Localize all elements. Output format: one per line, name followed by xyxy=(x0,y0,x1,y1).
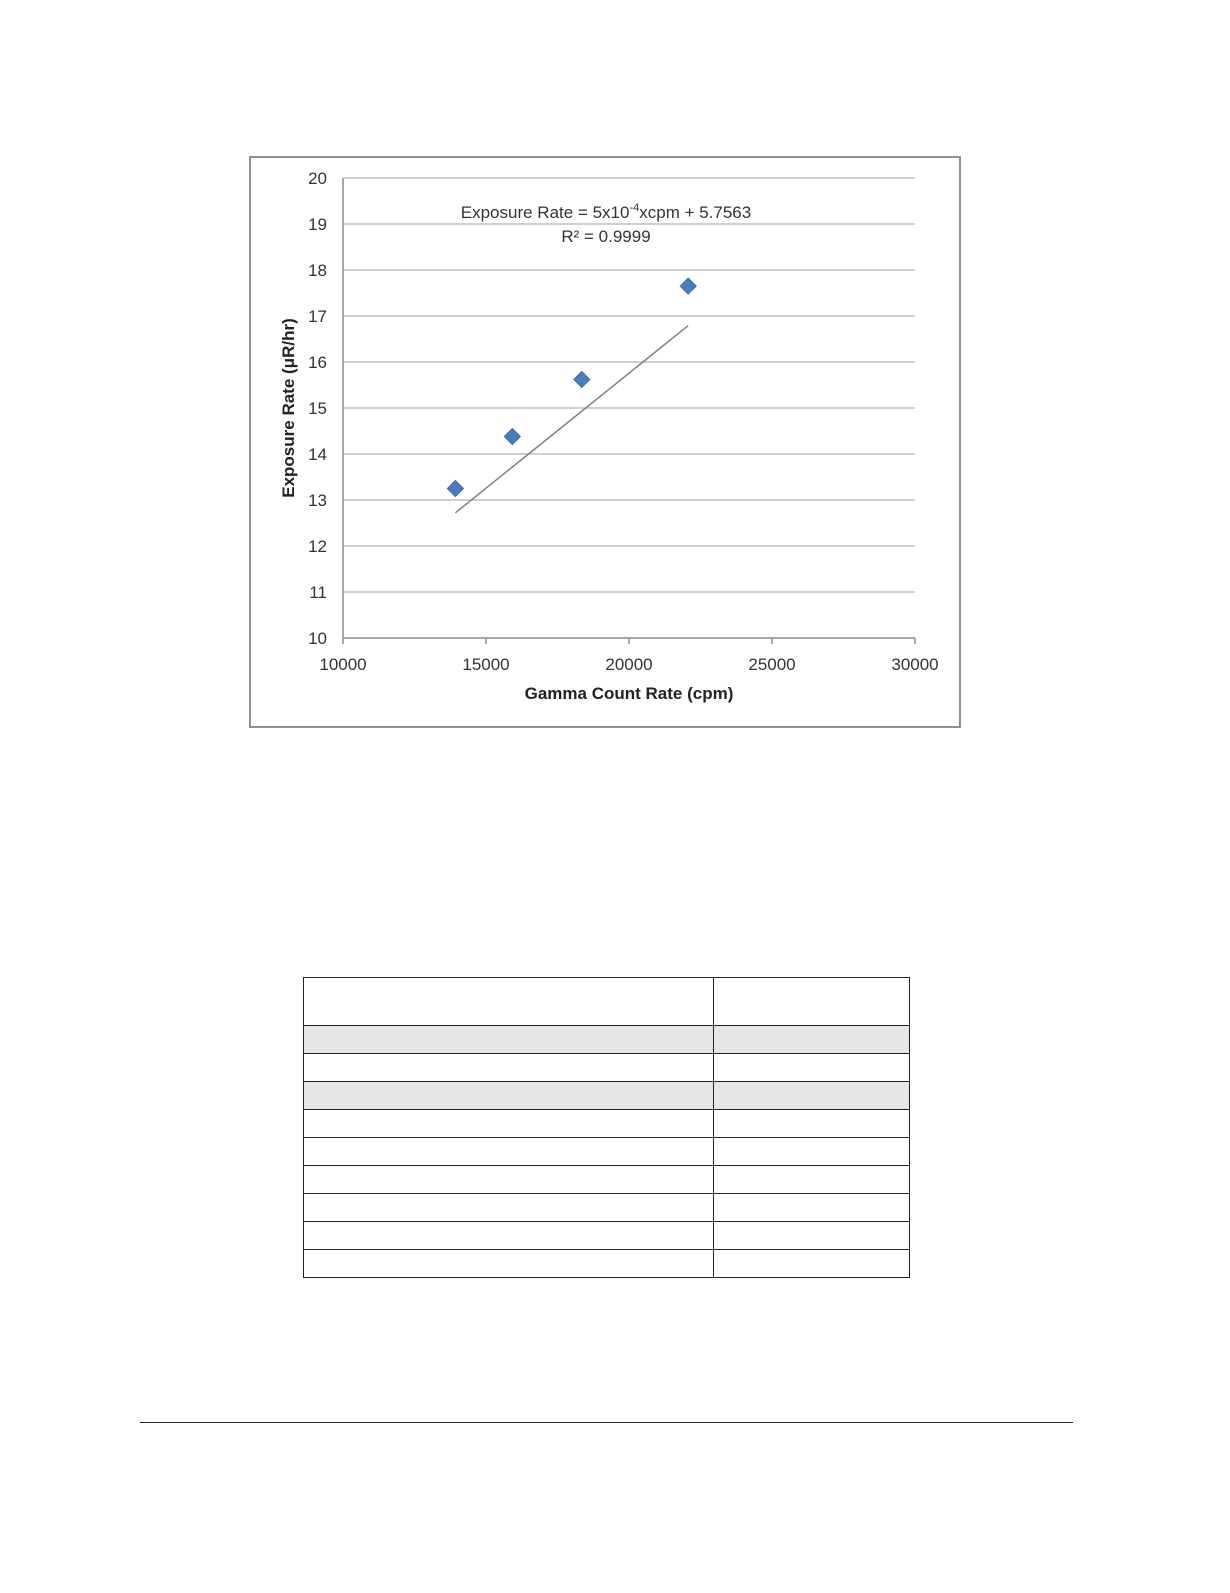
table-cell xyxy=(304,1110,714,1138)
data-point xyxy=(574,371,590,387)
trendline-equation: Exposure Rate = $5x10^{-4}xcpm + 5.7563$ xyxy=(460,202,752,222)
table-cell xyxy=(714,1082,910,1110)
table-cell xyxy=(304,1138,714,1166)
table-row xyxy=(304,1110,910,1138)
table-cell xyxy=(714,1222,910,1250)
axes xyxy=(343,178,915,644)
table-cell xyxy=(714,1138,910,1166)
y-tick-label: 20 xyxy=(308,169,327,188)
table-cell xyxy=(304,1194,714,1222)
x-axis-title: Gamma Count Rate (cpm) xyxy=(524,684,734,703)
x-tick-label: 15000 xyxy=(462,655,510,674)
table-row xyxy=(304,1222,910,1250)
table-cell xyxy=(714,1250,910,1278)
table-row xyxy=(304,1250,910,1278)
table-row xyxy=(304,1166,910,1194)
x-tick-label: 25000 xyxy=(748,655,796,674)
table-header-row xyxy=(304,978,910,1026)
x-tick-label: 10000 xyxy=(319,655,367,674)
y-tick-label: 11 xyxy=(309,583,327,602)
y-tick-label: 15 xyxy=(308,399,327,418)
table-cell xyxy=(304,1054,714,1082)
y-tick-label: 10 xyxy=(308,629,327,648)
table-row xyxy=(304,1194,910,1222)
table-cell xyxy=(304,978,714,1026)
table-row xyxy=(304,1138,910,1166)
table-row xyxy=(304,1082,910,1110)
table-cell xyxy=(714,1194,910,1222)
table-cell xyxy=(304,1222,714,1250)
table-cell xyxy=(714,1166,910,1194)
table-cell xyxy=(304,1250,714,1278)
y-tick-label: 13 xyxy=(308,491,327,510)
data-point xyxy=(447,481,463,497)
table-cell xyxy=(714,978,910,1026)
y-tick-label: 18 xyxy=(308,261,327,280)
footer-rule xyxy=(140,1422,1073,1423)
table-cell xyxy=(304,1166,714,1194)
data-points xyxy=(447,278,696,496)
data-table xyxy=(303,977,910,1278)
data-point xyxy=(504,429,520,445)
r-squared-label: R² = 0.9999 xyxy=(561,227,651,246)
table-row xyxy=(304,1026,910,1054)
table-row xyxy=(304,1054,910,1082)
data-point xyxy=(680,278,696,294)
y-tick-label: 17 xyxy=(308,307,327,326)
table-cell xyxy=(304,1026,714,1054)
table-cell xyxy=(714,1054,910,1082)
table-cell xyxy=(304,1082,714,1110)
trendline-group xyxy=(455,326,688,513)
y-tick-label: 16 xyxy=(308,353,327,372)
x-tick-label: 20000 xyxy=(605,655,653,674)
y-tick-label: 19 xyxy=(308,215,327,234)
table-cell xyxy=(714,1110,910,1138)
y-axis-title: Exposure Rate (μR/hr) xyxy=(279,318,298,498)
y-tick-label: 14 xyxy=(308,445,327,464)
table-cell xyxy=(714,1026,910,1054)
x-tick-label: 30000 xyxy=(891,655,939,674)
y-tick-label: 12 xyxy=(308,537,327,556)
trendline xyxy=(455,326,688,513)
